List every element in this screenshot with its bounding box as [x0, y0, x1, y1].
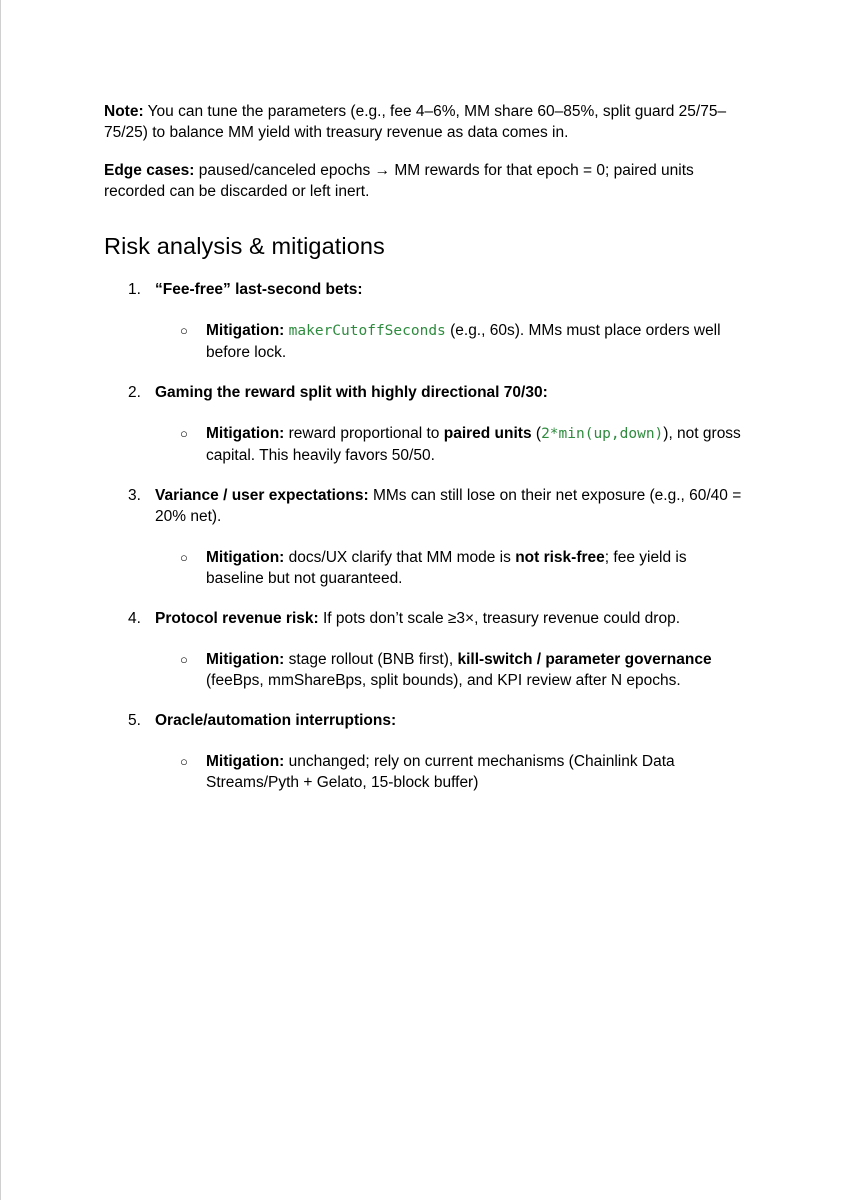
mitigation-label: Mitigation: — [206, 549, 285, 566]
edge-cases-text: paused/canceled epochs → MM rewards for that epoch = 0; paired units recorded can be discarded or left inert. — [104, 162, 694, 200]
mitigation-label: Mitigation: — [206, 425, 285, 442]
mitigation-list — [155, 320, 744, 363]
risk-item-3 — [104, 485, 744, 589]
mitigation-emphasis: kill-switch / parameter governance — [457, 651, 712, 668]
edge-cases-label: Edge cases: — [104, 162, 195, 179]
mitigation-list — [155, 547, 744, 589]
edge-cases-paragraph — [104, 160, 744, 202]
risk-number: 3. — [128, 487, 141, 504]
note-label: Note: — [104, 103, 144, 120]
risk-item-4 — [104, 608, 744, 691]
mitigation-label: Mitigation: — [206, 322, 285, 339]
risk-number: 5. — [128, 712, 141, 729]
mitigation-item — [155, 751, 744, 793]
mitigation-list — [155, 423, 744, 466]
document-body — [104, 101, 744, 812]
mitigation-emphasis: paired units — [443, 425, 532, 442]
mitigation-text: docs/UX clarify that MM mode is — [284, 549, 516, 566]
mitigation-text: unchanged; rely on current mechanisms (Chainlink Data Streams/Pyth + Gelato, 15-block buffer) — [206, 753, 675, 791]
mitigation-text: (feeBps, mmShareBps, split bounds), and KPI review after N epochs. — [206, 672, 681, 689]
page-left-edge — [0, 0, 1, 1200]
mitigation-emphasis: not risk-free — [515, 549, 605, 566]
hollow-bullet-icon: ○ — [180, 550, 188, 565]
risk-number: 4. — [128, 610, 141, 627]
hollow-bullet-icon: ○ — [180, 754, 188, 769]
note-paragraph — [104, 101, 744, 143]
risk-description: MMs can still lose on their net exposure (e.g., 60/40 = 20% net). — [155, 487, 742, 525]
note-text: You can tune the parameters (e.g., fee 4–6%, MM share 60–85%, split guard 25/75–75/25) to balance MM yield with treasury revenue as data comes in. — [104, 103, 727, 141]
mitigation-text: ; fee yield is baseline but not guaranteed. — [206, 549, 687, 587]
risk-item-5 — [104, 710, 744, 793]
risk-list — [104, 279, 744, 793]
mitigation-text: stage rollout (BNB first), — [284, 651, 458, 668]
mitigation-text: ( — [531, 425, 542, 442]
risk-item-1 — [104, 279, 744, 363]
mitigation-list — [155, 649, 744, 691]
mitigation-label: Mitigation: — [206, 651, 285, 668]
mitigation-text: ), not gross capital. This heavily favors 50/50. — [206, 425, 741, 464]
hollow-bullet-icon: ○ — [180, 652, 188, 667]
risk-item-2 — [104, 382, 744, 466]
mitigation-text: (e.g., 60s). MMs must place orders well before lock. — [206, 322, 721, 361]
hollow-bullet-icon: ○ — [180, 323, 188, 338]
mitigation-item — [155, 320, 744, 363]
risk-title: Protocol revenue risk: — [155, 610, 319, 627]
risk-number: 2. — [128, 384, 141, 401]
mitigation-item — [155, 649, 744, 691]
hollow-bullet-icon: ○ — [180, 426, 188, 441]
risk-title: Variance / user expectations: — [155, 487, 369, 504]
mitigation-list — [155, 751, 744, 793]
mitigation-text: reward proportional to — [284, 425, 444, 442]
section-heading: Risk analysis & mitigations — [104, 233, 385, 259]
mitigation-label: Mitigation: — [206, 753, 285, 770]
mitigation-item — [155, 423, 744, 466]
risk-description: If pots don’t scale ≥3×, treasury revenue could drop. — [318, 610, 681, 627]
code-snippet: 2*min(up,down) — [541, 426, 664, 442]
code-snippet: makerCutoffSeconds — [288, 323, 446, 339]
risk-number: 1. — [128, 281, 141, 298]
risk-title: Oracle/automation interruptions: — [155, 712, 397, 729]
mitigation-item — [155, 547, 744, 589]
risk-title: “Fee-free” last-second bets: — [155, 281, 363, 298]
risk-title: Gaming the reward split with highly directional 70/30: — [155, 384, 548, 401]
